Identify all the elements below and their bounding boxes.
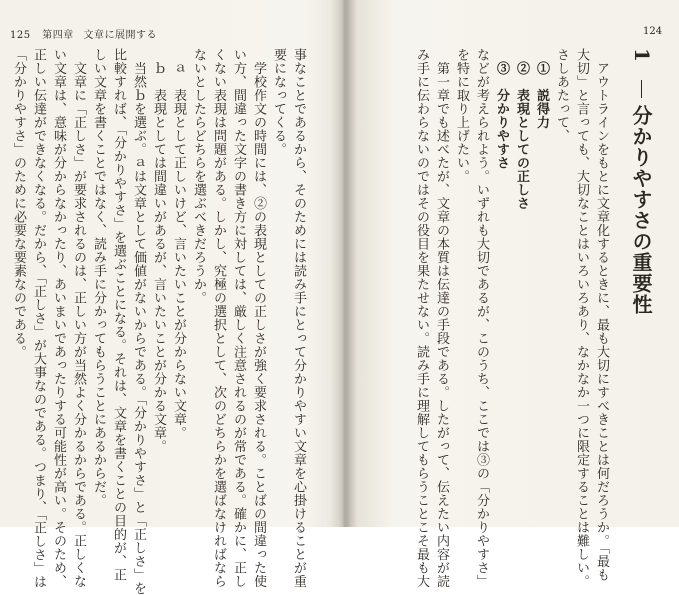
text-line: ａ 表現として正しいけど、言いたいことが分からない文章。 bbox=[171, 48, 186, 440]
text-line: 比較すれば、「分かりやすさ」を選ぶことになる。それは、文章を書くことの目的が、正 bbox=[111, 48, 126, 582]
heading-rule bbox=[641, 80, 642, 98]
text-line: 正しい伝達ができなくなる。だから、「正しさ」が大事なのである。つまり、「正しさ」は bbox=[31, 48, 46, 589]
text-line: さしあたって、 bbox=[554, 48, 569, 143]
text-line: 「分かりやすさ」のために必要な要素なのである。 bbox=[11, 48, 26, 359]
text-line: 学校作文の時間には、②の表現としての正しさが強く要求される。ことばの間違った使 bbox=[251, 48, 266, 588]
text-line: 要になってくる。 bbox=[271, 48, 286, 156]
text-line: 文章に「正しさ」が要求されるのは、正しい方が当然よく分かるからである。正しくな bbox=[71, 48, 86, 588]
text-line: み手に伝わらないのではその役目を果たせない。読み手に理解してもらうことこそ最も大 bbox=[414, 48, 429, 588]
text-line: い方、間違った文字の書き方に対しては、厳しく注意されるのが常である。確かに、正し bbox=[231, 48, 246, 588]
text-line: 当然ｂを選ぶ。ａは文章として価値がないからである。「分かりやすさ」と「正しさ」を bbox=[131, 48, 146, 595]
right-page bbox=[343, 0, 679, 588]
left-page-number: 125 bbox=[10, 30, 31, 41]
running-head bbox=[10, 26, 157, 41]
text-line: 大切」と言っても、大切なことはいろいろあり、なかなか一つに限定することは難しい。 bbox=[574, 48, 589, 588]
text-line: を特に取り上げたい。 bbox=[454, 48, 469, 183]
text-line: アウトラインをもとに文章化するときに、最も大切にすべきことは何だろうか。「最も bbox=[594, 48, 609, 582]
chapter-title: 文章に展開する bbox=[83, 30, 157, 41]
text-line: ｂ 表現としては間違いがあるが、言いたいことが分かる文章。 bbox=[151, 48, 166, 453]
section-number: 1 bbox=[630, 48, 654, 62]
text-line: などが考えられよう。いずれも大切であるが、このうち、ここでは③の「分かりやすさ」 bbox=[474, 48, 489, 588]
text-line: ないとしたらどちらを選ぶべきだろうか。 bbox=[191, 48, 206, 305]
list-item: ② 表現としての正しさ bbox=[514, 48, 529, 210]
chapter-label: 第四章 bbox=[42, 30, 74, 41]
text-line: 第一章でも述べたが、文章の本質は伝達の手段である。したがって、伝えたい内容が読 bbox=[434, 48, 449, 588]
right-page-number: 124 bbox=[643, 26, 663, 37]
list-item: ① 説得力 bbox=[534, 48, 549, 129]
section-heading: 分かりやすさの重要性 bbox=[629, 105, 653, 315]
text-line: くない表現は問題がある。しかし、究極の選択として、次のどちらかを選ばなければなら bbox=[211, 48, 226, 588]
text-line: しい文章を書くことではなく、読み手に分かってもらうことにあるからだ。 bbox=[91, 48, 106, 507]
list-item: ③ 分かりやすさ bbox=[494, 48, 509, 170]
text-line: い文章は、意味が分からなかったり、あいまいであったりする可能性が高い。そのため、 bbox=[51, 48, 66, 588]
text-line: 事なことであるから、そのためには読み手にとって分かりやすい文章を心掛けることが重 bbox=[291, 48, 306, 588]
